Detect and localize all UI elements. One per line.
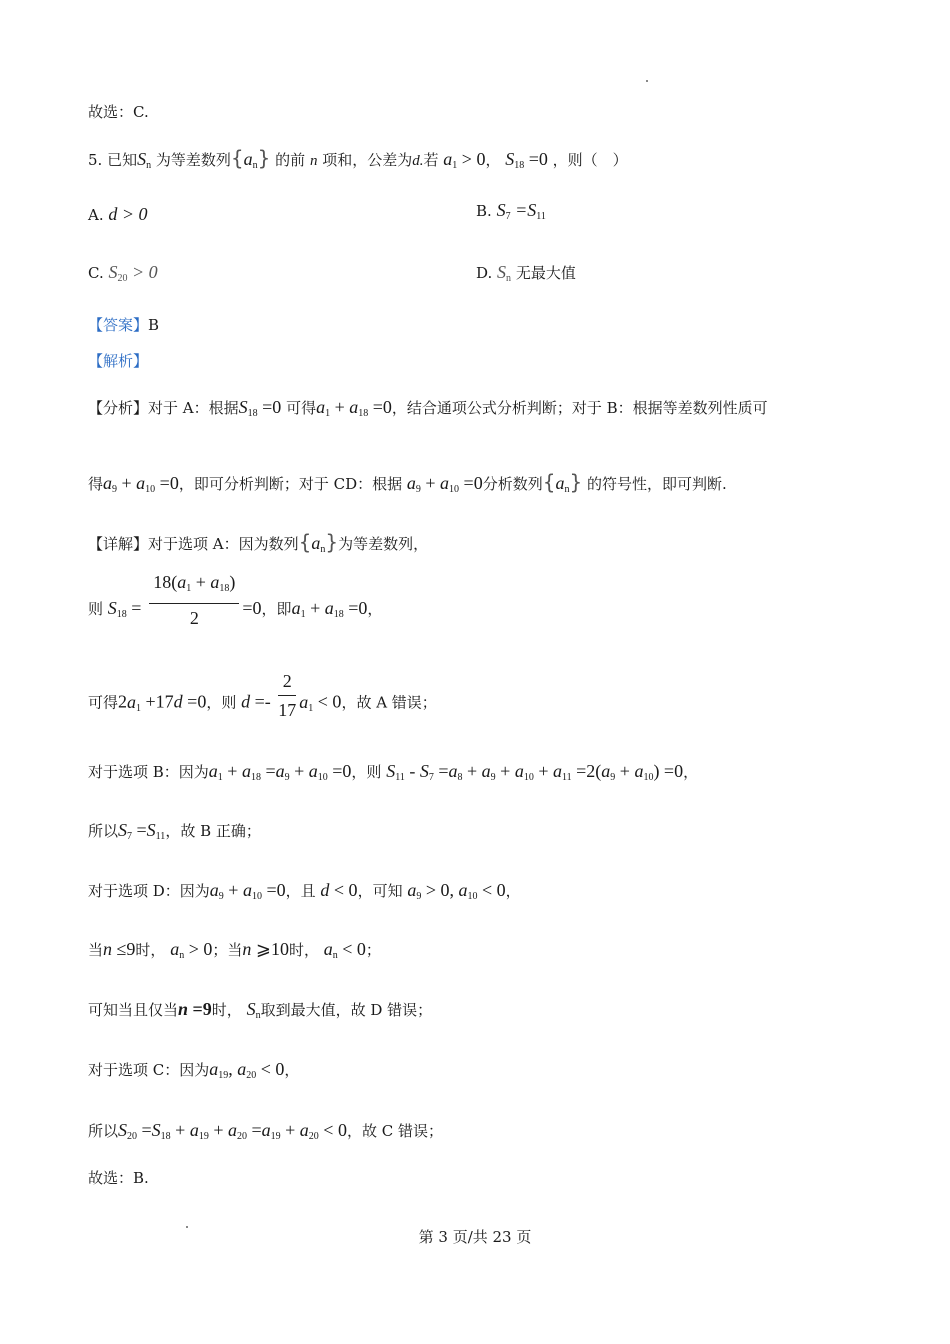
stem-text: ，则（ ） <box>552 151 628 169</box>
detail-text: 对于选项 D：因为 <box>88 882 210 900</box>
detail-a-1: 【详解】对于选项 A：因为数列$\{a_n\}$为等差数列， <box>88 530 429 555</box>
detail-text: 所以 <box>88 822 119 840</box>
option-label: B. <box>476 202 492 220</box>
question-number: 5. <box>88 151 103 169</box>
stem-text: 的前 <box>275 151 306 169</box>
detail-text: 可知当且仅当 <box>88 1001 179 1019</box>
analysis-tag: 【解析】 <box>88 352 149 370</box>
fenxi-text: ，结合通项公式分析判断；对于 B：根据等差数列性质可 <box>391 399 768 417</box>
answer-tag: 【答案】 <box>88 316 149 334</box>
math: $S_{18}$ <box>238 397 258 419</box>
prev-choice-line <box>88 100 149 124</box>
detail-text: ，故 C 错误； <box>346 1122 443 1140</box>
detail-c-1: 对于选项 C：因为$a_{19}$, $a_{20} < 0$， <box>88 1059 300 1081</box>
stem-text: 已知 <box>107 151 138 169</box>
math: $a_1$ <box>316 397 331 419</box>
detail-text: 时， <box>211 1001 242 1019</box>
answer-value: B <box>148 316 160 334</box>
option-label: C. <box>88 264 104 282</box>
detail-c-2: 所以$S_{20} =S_{18} + a_{19} + a_{20} =a_{19} + a_{20} < 0$，故 C 错误； <box>88 1120 443 1142</box>
detail-d-1: 对于选项 D：因为$a_9 + a_{10} =0$，且 d < 0，可知 $a_9 > 0$, $a_{10} < 0$， <box>88 880 521 902</box>
math: $a_9$ <box>406 473 421 495</box>
detail-b-2: 所以$S_7 =S_{11}$，故 B 正确； <box>88 820 261 842</box>
detail-text: 时， <box>135 941 166 959</box>
fenxi-tag: 【分析】 <box>88 399 149 417</box>
page-number: 第 3 页/共 23 页 <box>418 1228 532 1246</box>
math-sn: $S_n$ <box>137 149 152 171</box>
detail-text: ，可知 <box>357 882 403 900</box>
option-d[interactable] <box>476 260 576 291</box>
option-label: A. <box>88 206 104 224</box>
option-label: D. <box>476 264 493 282</box>
option-math: $S_n$ <box>497 262 512 284</box>
question-stem: 5. 已知$S_n$ 为等差数列$\{a_n\}$ 的前 n 项和，公差为d.若 $a_1 > 0$， $S_{18} =0$ ，则（ ） <box>88 146 628 171</box>
scan-dot <box>646 80 648 82</box>
fenxi-text: ，即可分析判断；对于 CD：根据 <box>178 475 403 493</box>
math-a1-gt0: $a_1$ <box>443 149 458 171</box>
analysis-tag-line <box>88 349 148 373</box>
detail-text: ，即 <box>261 600 292 618</box>
fenxi-line-1: 【分析】对于 A：根据$S_{18} =0$ 可得$a_1 + a_{18} =0$，结合通项公式分析判断；对于 B：根据等差数列性质可 <box>88 397 768 419</box>
fraction: $\frac{18(a_1 + a_{18})}{2}$ <box>149 570 239 630</box>
detail-a-3: 可得$2a_1 +17d =0$，则 d =- $\frac{2}{17}$ $a_1 < 0$，故 A 错误； <box>88 671 437 720</box>
detail-text: ，则 <box>206 693 237 712</box>
math: $a_9$ <box>103 473 118 495</box>
math-n: n <box>309 153 318 169</box>
detail-a-2: 则 $S_{18}$ = $\frac{18(a_1 + a_{18})}{2}$ =0，即$a_1 + a_{18} =0$， <box>88 572 383 628</box>
fraction: $\frac{2}{17}$ <box>278 671 297 720</box>
detail-text: ，故 A 错误； <box>341 693 437 712</box>
detail-b-1: 对于选项 B：因为$a_1 + a_{18} =a_9 + a_{10} =0$，则 $S_{11} - S_7 =a_8 + a_9 + a_{10} + a_{11} =2(a_9 + a_{10}) =0$， <box>88 761 699 783</box>
detail-text: 所以 <box>88 1122 119 1140</box>
detail-d-3: 可知当且仅当n =9时， $S_n$取到最大值，故 D 错误； <box>88 999 433 1021</box>
detail-text: 则 <box>88 600 104 618</box>
option-c[interactable] <box>88 260 158 291</box>
detail-text: ，且 <box>285 882 316 900</box>
detail-text: 对于选项 C：因为 <box>88 1061 210 1079</box>
detail-tag: 【详解】 <box>88 535 149 553</box>
detail-text: 对于选项 B：因为 <box>88 763 209 781</box>
prev-choice: 故选：C. <box>88 103 149 121</box>
detail-text: ；当 <box>212 941 243 959</box>
detail-text: 取到最大值，故 D 错误； <box>260 1001 433 1019</box>
stem-text: 项和，公差为 <box>322 151 413 169</box>
brace-close: } <box>257 146 271 170</box>
math: d <box>241 691 251 712</box>
detail-text: 对于选项 A：因为数列 <box>148 535 299 553</box>
fenxi-text: 的符号性，即可判断. <box>586 475 727 493</box>
option-math: d > 0 <box>108 204 148 224</box>
option-a[interactable] <box>88 202 148 227</box>
answer-line <box>88 313 159 337</box>
final-choice-line <box>88 1166 149 1190</box>
detail-text: ， <box>683 763 699 781</box>
brace-open: { <box>230 146 244 170</box>
fenxi-text: 对于 A：根据 <box>148 399 239 417</box>
detail-d-2: 当n ≤9时， $a_n > 0$；当n ⩾10时， $a_n < 0$； <box>88 939 381 961</box>
fenxi-line-2: 得$a_9 + a_{10} =0$，即可分析判断；对于 CD：根据 $a_9 + a_{10} =0$分析数列$\{a_n\}$ 的符号性，即可判断. <box>88 470 727 495</box>
detail-text: ； <box>365 941 381 959</box>
math-s18: $S_{18}$ <box>505 149 525 171</box>
math-an: $a_n$ <box>243 149 258 171</box>
detail-text: ， <box>505 882 521 900</box>
math: $a_n$ <box>311 533 326 555</box>
final-choice: 故选：B. <box>88 1169 149 1187</box>
option-math: $S_7 =S_{11}$ <box>496 200 546 222</box>
detail-text: 可得 <box>88 693 119 712</box>
detail-text: 为等差数列， <box>338 535 429 553</box>
detail-text: 当 <box>88 941 104 959</box>
fenxi-text: 得 <box>88 475 104 493</box>
detail-text: ， <box>284 1061 300 1079</box>
page-footer <box>0 1225 950 1249</box>
detail-text: ， <box>367 600 383 618</box>
math: $S_{18}$ <box>107 598 127 620</box>
option-math: $S_{20} > 0$ <box>108 262 158 284</box>
stem-text: 若 <box>423 151 439 169</box>
math-d: d. <box>412 153 424 169</box>
stem-text: 为等差数列 <box>155 151 231 169</box>
option-suffix: 无最大值 <box>515 264 576 282</box>
option-b[interactable] <box>476 198 546 229</box>
fenxi-text: 分析数列 <box>482 475 543 493</box>
detail-text: 时， <box>288 941 319 959</box>
detail-text: ，故 B 正确； <box>165 822 261 840</box>
detail-text: ，则 <box>351 763 382 781</box>
fenxi-text: 可得 <box>286 399 317 417</box>
